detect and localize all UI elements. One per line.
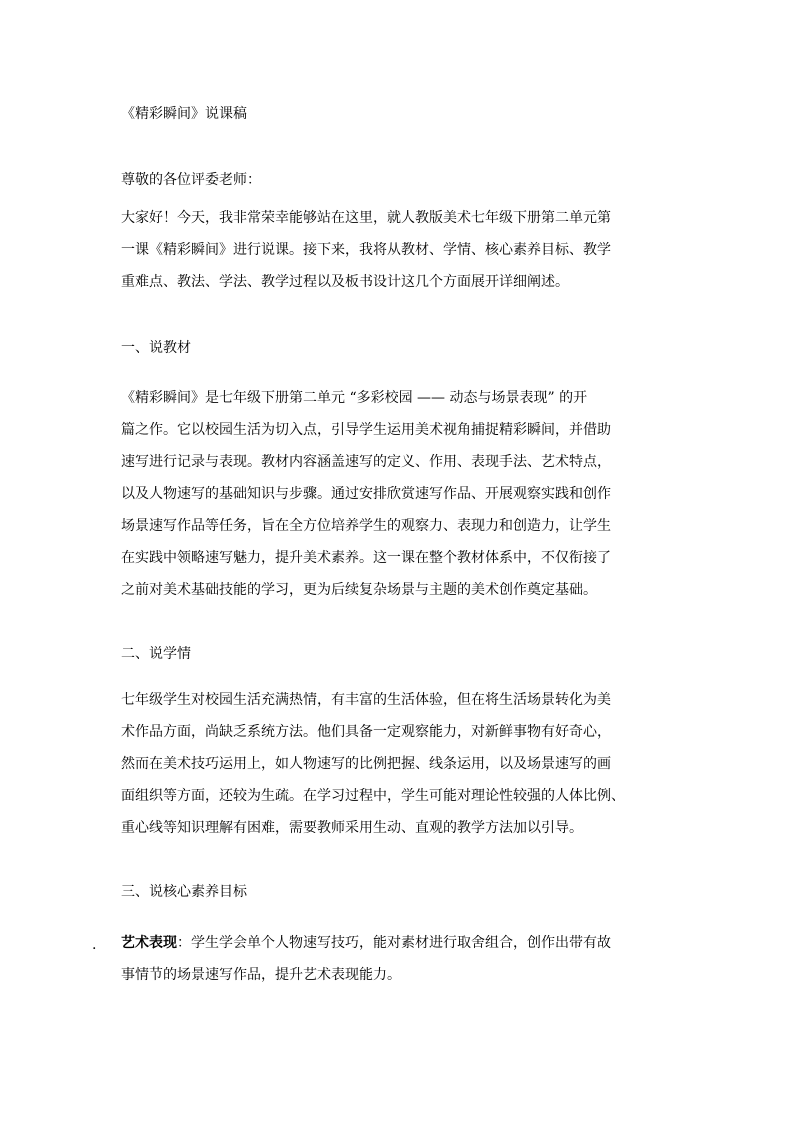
greeting: 尊敬的各位评委老师： — [121, 172, 261, 188]
document-title: 《精彩瞬间》说课稿 — [121, 106, 247, 122]
intro-line-1: 大家好！今天，我非常荣幸能够站在这里，就人教版美术七年级下册第二单元第 — [121, 210, 611, 226]
art-expression-label: 艺术表现 — [121, 935, 177, 951]
textbook-line-1: 《精彩瞬间》是七年级下册第二单元 “多彩校园 —— 动态与场景表现” 的开 — [121, 390, 588, 406]
textbook-line-6: 在实践中领略速写魅力，提升美术素养。这一课在整个教材体系中，不仅衔接了 — [121, 550, 611, 566]
students-line-3: 然而在美术技巧运用上，如人物速写的比例把握、线条运用，以及场景速写的画 — [121, 756, 611, 772]
textbook-line-4: 以及人物速写的基础知识与步骤。通过安排欣赏速写作品、开展观察实践和创作 — [121, 486, 611, 502]
textbook-line-5: 场景速写作品等任务，旨在全方位培养学生的观察力、表现力和创造力，让学生 — [121, 518, 611, 534]
students-line-2: 术作品方面，尚缺乏系统方法。他们具备一定观察能力，对新鲜事物有好奇心， — [121, 724, 611, 740]
art-expression-line-2: 事情节的场景速写作品，提升艺术表现能力。 — [121, 967, 401, 983]
list-bullet: . — [92, 937, 97, 953]
intro-line-3: 重难点、教法、学法、教学过程以及板书设计这几个方面展开详细阐述。 — [121, 274, 569, 290]
section-heading-core-literacy: 三、说核心素养目标 — [121, 884, 247, 900]
list-item-art-expression — [121, 933, 681, 953]
textbook-line-2: 篇之作。它以校园生活为切入点，引导学生运用美术视角捕捉精彩瞬间，并借助 — [121, 422, 611, 438]
students-line-1: 七年级学生对校园生活充满热情，有丰富的生活体验，但在将生活场景转化为美 — [121, 692, 611, 708]
students-line-4: 面组织等方面，还较为生疏。在学习过程中，学生可能对理论性较强的人体比例、 — [121, 788, 625, 804]
intro-line-2: 一课《精彩瞬间》进行说课。接下来，我将从教材、学情、核心素养目标、教学 — [121, 242, 611, 258]
section-heading-textbook: 一、说教材 — [121, 340, 191, 356]
students-line-5: 重心线等知识理解有困难，需要教师采用生动、直观的教学方法加以引导。 — [121, 820, 583, 836]
textbook-line-7: 之前对美术基础技能的学习，更为后续复杂场景与主题的美术创作奠定基础。 — [121, 582, 597, 598]
art-expression-text: ：学生学会单个人物速写技巧，能对素材进行取舍组合，创作出带有故 — [177, 935, 611, 951]
section-heading-students: 二、说学情 — [121, 646, 191, 662]
textbook-line-3: 速写进行记录与表现。教材内容涵盖速写的定义、作用、表现手法、艺术特点， — [121, 454, 611, 470]
